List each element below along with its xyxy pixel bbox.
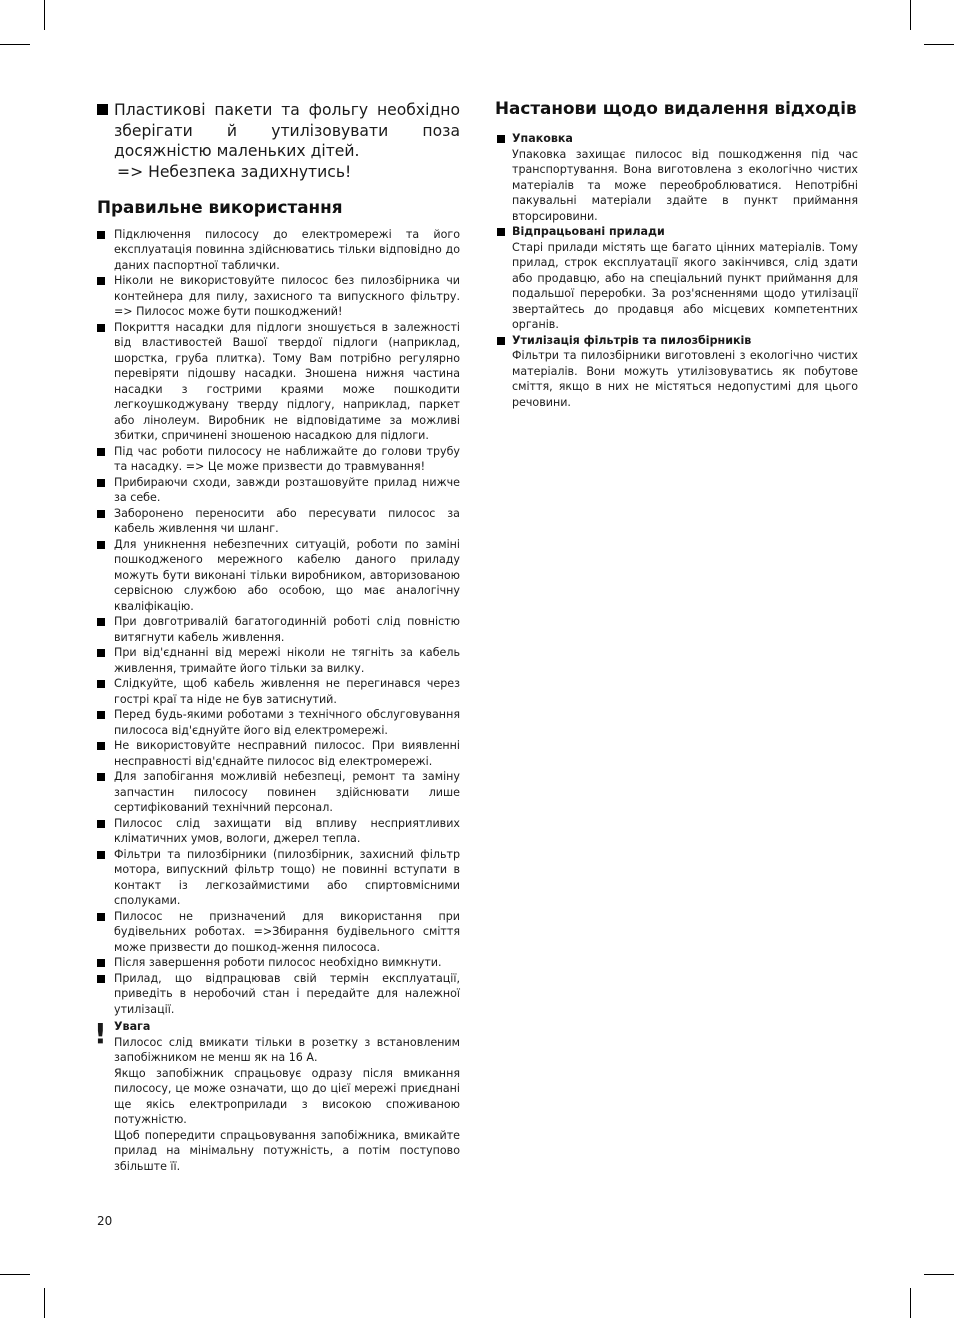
note-paragraph: Пилосос слід вмикати тільки в розетку з встановленим запобіжником не менш як на 16 А. bbox=[114, 1035, 460, 1064]
list-item-text: Для запобігання можливій небезпеці, ремонт та заміну запчастин пилососу повинен здійснювати лише сертифікований технічний персонал. bbox=[114, 770, 460, 814]
exclamation-icon: ! bbox=[94, 1017, 107, 1050]
bullet-square-icon bbox=[97, 231, 105, 239]
top-warning-text: Пластикові пакети та фольгу необхідно зберігати й утилізовувати поза досяжністю маленьких дітей. bbox=[114, 101, 460, 160]
list-item bbox=[97, 955, 460, 971]
list-item-text: Під час роботи пилососу не наближайте до голови трубу та насадку. => Це може призвести до травмування! bbox=[114, 444, 460, 473]
list-item bbox=[97, 707, 460, 738]
list-item bbox=[97, 475, 460, 506]
list-item bbox=[97, 444, 460, 475]
disposal-section-text: Старі прилади містять ще багато цінних матеріалів. Тому прилад, строк експлуатації якого закінчився, слід здати або продавцю, або на спеціальний пункт приймання для подальшої переробки. За роз'ясненнями щодо утилізації звертайтесь до продавця або місцевих компетентних органів. bbox=[512, 240, 858, 331]
bullet-square-icon bbox=[97, 959, 105, 967]
proper-use-list bbox=[97, 227, 460, 1018]
crop-mark bbox=[0, 44, 30, 45]
bullet-square-icon bbox=[97, 680, 105, 688]
list-item bbox=[97, 971, 460, 1018]
bullet-square-icon bbox=[497, 337, 505, 345]
top-warning-result: => Небезпека задихнутись! bbox=[117, 162, 352, 181]
section-heading-proper-use: Правильне використання bbox=[97, 196, 343, 217]
list-item-text: Пилосос не призначений для використання при будівельних роботах. =>Збирання будівельного сміття може призвести до пошкод-ження пилососа. bbox=[114, 909, 460, 954]
bullet-square-icon bbox=[97, 742, 105, 750]
list-item-text: Заборонено переносити або пересувати пилосос за кабель живлення чи шланг. bbox=[114, 506, 460, 535]
disposal-section-text: Упаковка захищає пилосос від пошкодження під час транспортування. Вона виготовлена з екологічно чистих матеріалів та може переоброблюватися. Непотрібні пакувальні матеріали здайте в пункт приймання вторсировини. bbox=[512, 147, 858, 223]
disposal-section-title: Упаковка bbox=[512, 132, 573, 145]
list-item-text: Для уникнення небезпечних ситуацій, роботи по заміні пошкодженого мережного кабелю даного приладу можуть бути виконані тільки виробником, авторизованою сервісною службою або особою, що має аналогічну кваліфікацію. bbox=[114, 537, 460, 613]
list-item bbox=[97, 645, 460, 676]
list-item-text: Покриття насадки для підлоги зношується в залежності від властивостей Вашої твердої підлоги (наприклад, шорстка, груба плитка). Тому Вам потрібно регулярно перевіряти підошву насадки. Зношена нижня частина насадки з гострими краями може пошкодити легкоушкоджувану тверду підлогу, наприклад, паркет або лінолеум. Виробник не відповідатиме за можливі збитки, спричинені зношеною насадкою для підлоги. bbox=[114, 320, 460, 442]
list-item bbox=[97, 227, 460, 274]
list-item bbox=[97, 273, 460, 320]
note-paragraph: Якщо запобіжник спрацьовує одразу після вмикання пилососу, це може означати, що до цієї мережі приєднані ще якісь електроприлади з високою споживаною потужністю. bbox=[114, 1066, 460, 1126]
list-item bbox=[97, 676, 460, 707]
disposal-section-text: Фільтри та пилозбірники виготовлені з екологічно чистих матеріалів. Вони можуть утилізовуватись як побутове сміття, якщо в них не містяться недопустимі для цього речовини. bbox=[512, 349, 858, 409]
bullet-square-icon bbox=[497, 135, 505, 143]
disposal-section-title: Відпрацьовані прилади bbox=[512, 225, 665, 238]
bullet-square-icon bbox=[97, 975, 105, 983]
disposal-section-packaging bbox=[495, 131, 858, 224]
list-item bbox=[97, 506, 460, 537]
list-item-text: Перед будь-якими роботами з технічного обслуговування пилососа від'єднуйте його від електромережі. bbox=[114, 708, 460, 737]
list-item-text: Ніколи не використовуйте пилосос без пилозбірника чи контейнера для пилу, захисного та випускного фільтру. => Пилосос може бути пошкоджений! bbox=[114, 274, 460, 318]
crop-mark bbox=[0, 1274, 30, 1275]
disposal-section-filters bbox=[495, 333, 858, 411]
list-item bbox=[97, 769, 460, 816]
crop-mark bbox=[924, 1274, 954, 1275]
bullet-square-icon bbox=[97, 851, 105, 859]
disposal-section-old-appliances bbox=[495, 224, 858, 333]
list-item-text: Фільтри та пилозбірники (пилозбірник, захисний фільтр мотора, випускний фільтр тощо) не повинні вступати в контакт із легкозаймистими або спиртовмісними сполуками. bbox=[114, 847, 460, 907]
note-paragraph: Щоб попередити спрацьовування запобіжника, вмикайте прилад на мінімальну потужність, а потім поступово збільште її. bbox=[114, 1128, 460, 1173]
list-item-text: При довготривалій багатогодинній роботі слід повністю витягнути кабель живлення. bbox=[114, 615, 460, 644]
bullet-square-icon bbox=[97, 510, 105, 518]
bullet-square-icon bbox=[97, 277, 105, 285]
bullet-square-icon bbox=[97, 711, 105, 719]
list-item bbox=[97, 816, 460, 847]
list-item-text: Прилад, що відпрацював свій термін експлуатації, приведіть в неробочий стан і передайте для належної утилізації. bbox=[114, 971, 460, 1016]
crop-mark bbox=[924, 44, 954, 45]
bullet-square-icon bbox=[97, 448, 105, 456]
left-column bbox=[94, 100, 460, 1174]
attention-note bbox=[94, 1017, 460, 1174]
list-item-text: Підключення пилососу до електромережі та його експлуатація повинна здійснюватись тільки відповідно до даних паспортної таблички. bbox=[114, 227, 460, 272]
list-item bbox=[97, 738, 460, 769]
bullet-square-icon bbox=[497, 228, 505, 236]
bullet-square-icon bbox=[97, 618, 105, 626]
bullet-square-icon bbox=[97, 104, 108, 115]
list-item bbox=[97, 320, 460, 444]
bullet-square-icon bbox=[97, 649, 105, 657]
list-item bbox=[97, 614, 460, 645]
list-item-text: При від'єднанні від мережі ніколи не тягніть за кабель живлення, тримайте його тільки за вилку. bbox=[114, 646, 460, 675]
bullet-square-icon bbox=[97, 820, 105, 828]
disposal-section-title: Утилізація фільтрів та пилозбірників bbox=[512, 333, 752, 347]
bullet-square-icon bbox=[97, 324, 105, 332]
bullet-square-icon bbox=[97, 913, 105, 921]
page-number: 20 bbox=[97, 1214, 113, 1228]
list-item-text: Після завершення роботи пилосос необхідно вимкнути. bbox=[114, 956, 442, 969]
crop-mark bbox=[910, 0, 911, 30]
list-item-text: Пилосос слід захищати від впливу несприятливих кліматичних умов, вологи, джерел тепла. bbox=[114, 816, 460, 845]
bullet-square-icon bbox=[97, 773, 105, 781]
list-item-text: Слідкуйте, щоб кабель живлення не перегинався через гострі краї та ніде не був затиснутий. bbox=[114, 677, 460, 706]
bullet-square-icon bbox=[97, 541, 105, 549]
crop-mark bbox=[44, 0, 45, 30]
section-heading-disposal: Настанови щодо видалення відходів bbox=[495, 98, 857, 118]
right-column bbox=[495, 98, 858, 410]
bullet-square-icon bbox=[97, 479, 105, 487]
list-item-text: Прибираючи сходи, завжди розташовуйте прилад нижче за себе. bbox=[114, 475, 460, 504]
crop-mark bbox=[44, 1288, 45, 1318]
list-item bbox=[97, 909, 460, 956]
top-warning bbox=[97, 100, 460, 162]
list-item bbox=[97, 537, 460, 615]
crop-mark bbox=[910, 1288, 911, 1318]
list-item bbox=[97, 847, 460, 909]
note-title: Увага bbox=[114, 1020, 151, 1033]
list-item-text: Не використовуйте несправний пилосос. При виявленні несправності від'єднайте пилосос від електромережі. bbox=[114, 739, 460, 768]
